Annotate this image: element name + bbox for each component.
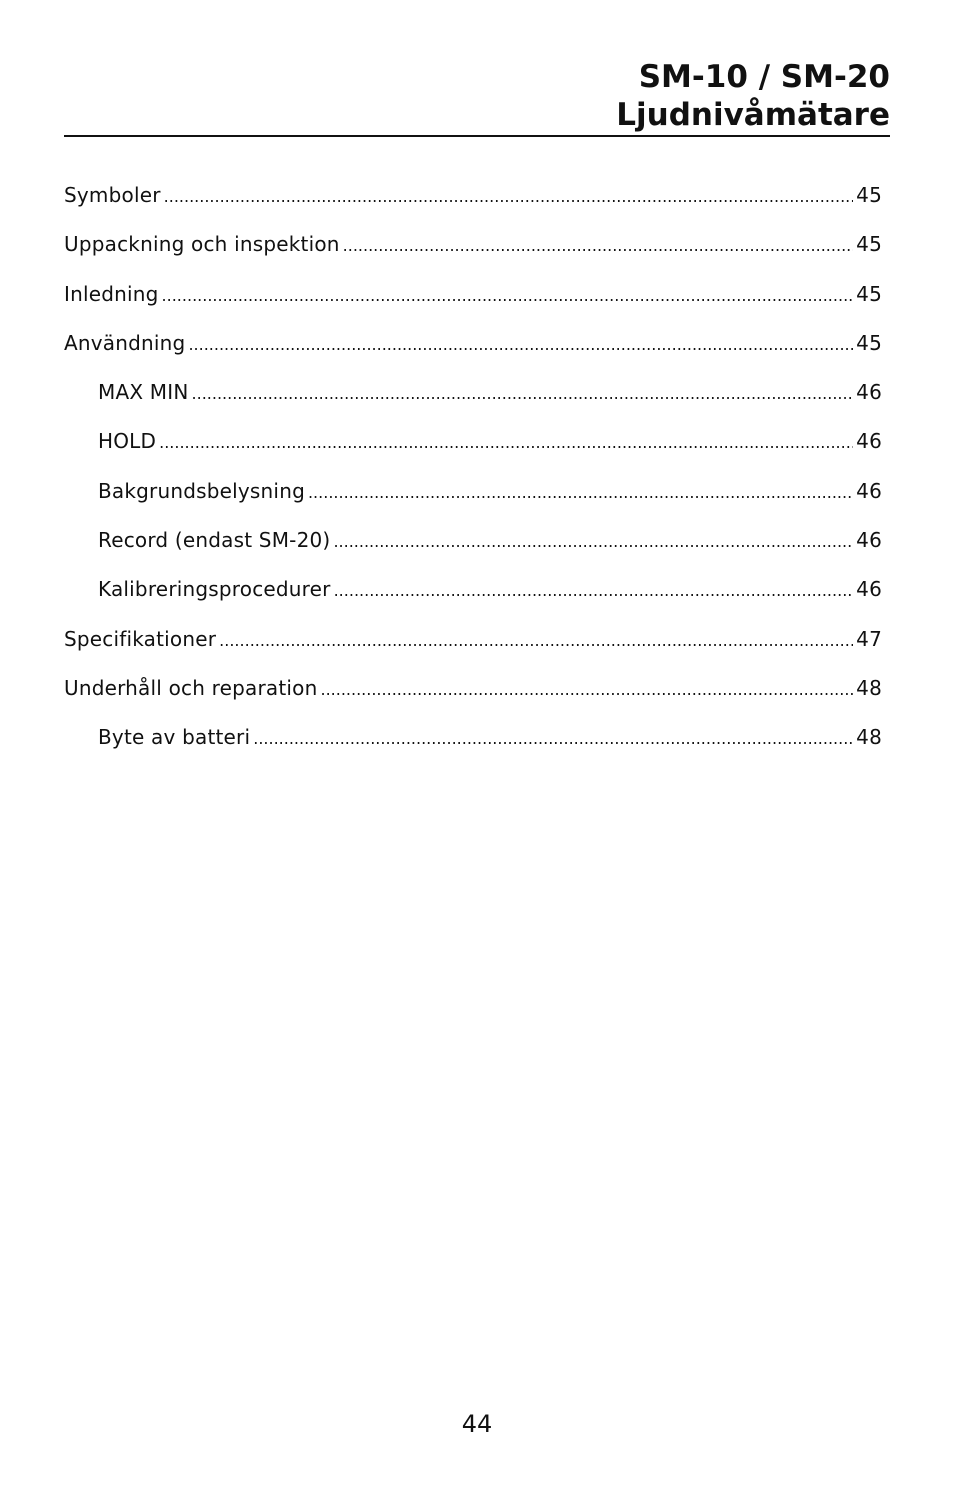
toc-entry-page: 46 xyxy=(856,577,882,602)
toc-entry-page: 47 xyxy=(856,626,882,651)
toc-dot-leader xyxy=(333,523,853,561)
toc-entry-max-min[interactable] xyxy=(64,373,882,422)
toc-entry-label: Byte av batteri xyxy=(98,725,251,750)
toc-entry-uppackning[interactable] xyxy=(64,225,882,274)
toc-entry-page: 46 xyxy=(856,528,882,553)
toc-entry-kalibrering[interactable] xyxy=(64,570,882,619)
toc-entry-bakgrundsbelysning[interactable] xyxy=(64,472,882,521)
toc-entry-symboler[interactable] xyxy=(64,176,882,225)
toc-dot-leader xyxy=(164,178,854,216)
table-of-contents xyxy=(64,176,882,768)
toc-entry-specifikationer[interactable] xyxy=(64,620,882,669)
toc-entry-label: Användning xyxy=(64,330,186,355)
toc-entry-page: 46 xyxy=(856,478,882,503)
toc-dot-leader xyxy=(308,474,853,512)
toc-entry-label: Bakgrundsbelysning xyxy=(98,478,305,503)
document-header xyxy=(64,58,890,134)
toc-entry-label: Record (endast SM-20) xyxy=(98,528,331,553)
toc-entry-label: Symboler xyxy=(64,183,161,207)
toc-entry-anvandning[interactable] xyxy=(64,324,882,373)
toc-entry-underhall[interactable] xyxy=(64,669,882,718)
toc-dot-leader xyxy=(334,572,854,610)
toc-entry-page: 45 xyxy=(856,232,882,257)
title-model: SM-10 / SM-20 xyxy=(638,59,890,95)
page-number: 44 xyxy=(461,1410,493,1438)
toc-entry-label: Uppackning och inspektion xyxy=(64,232,340,257)
toc-entry-page: 48 xyxy=(856,675,882,700)
toc-entry-page: 48 xyxy=(856,725,882,750)
toc-dot-leader xyxy=(192,375,854,413)
toc-entry-label: Inledning xyxy=(64,281,159,306)
toc-entry-hold[interactable] xyxy=(64,422,882,471)
toc-entry-byte-av-batteri[interactable] xyxy=(64,718,882,767)
toc-dot-leader xyxy=(343,227,854,265)
toc-entry-page: 46 xyxy=(856,429,882,454)
toc-entry-page: 46 xyxy=(856,380,882,405)
toc-entry-label: MAX MIN xyxy=(98,380,189,405)
toc-entry-label: HOLD xyxy=(98,429,157,454)
toc-entry-page: 45 xyxy=(856,183,882,207)
toc-dot-leader xyxy=(162,277,854,315)
toc-dot-leader xyxy=(320,671,853,709)
toc-entry-label: Kalibreringsprocedurer xyxy=(98,577,331,602)
toc-entry-label: Underhåll och reparation xyxy=(64,675,318,700)
toc-entry-record[interactable] xyxy=(64,521,882,570)
toc-entry-label: Specifikationer xyxy=(64,626,217,651)
header-rule xyxy=(64,135,890,137)
toc-dot-leader xyxy=(159,424,853,462)
toc-dot-leader xyxy=(219,622,853,660)
toc-entry-inledning[interactable] xyxy=(64,275,882,324)
toc-dot-leader xyxy=(253,720,853,758)
title-product: Ljudnivåmätare xyxy=(616,97,890,133)
toc-dot-leader xyxy=(188,326,853,364)
toc-entry-page: 45 xyxy=(856,281,882,306)
toc-entry-page: 45 xyxy=(856,330,882,355)
